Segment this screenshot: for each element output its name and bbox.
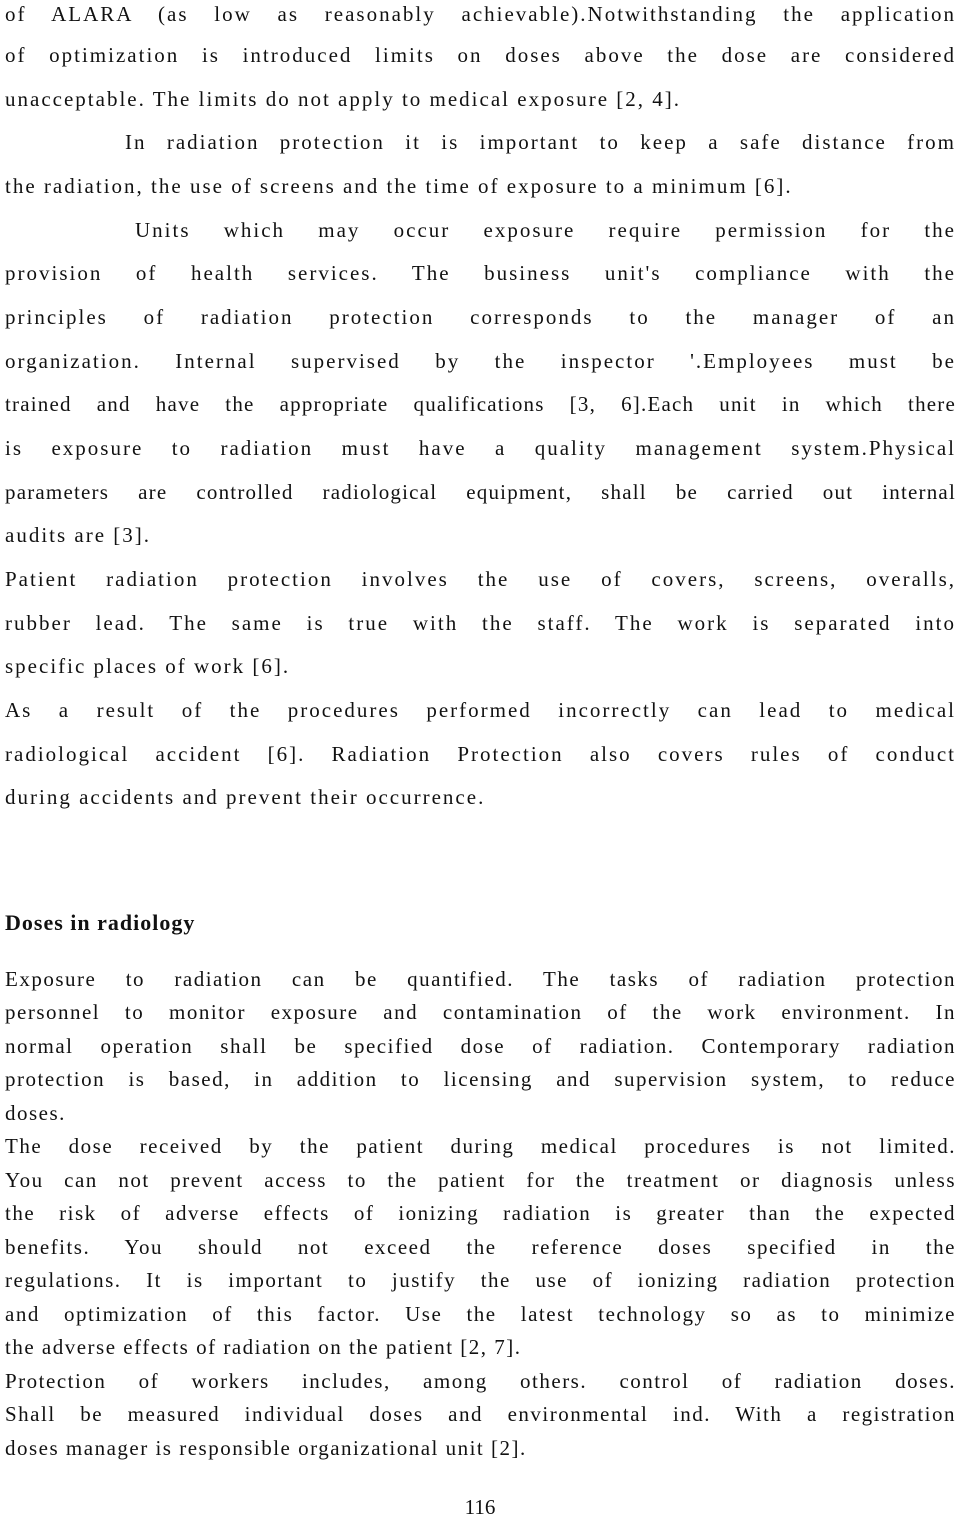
- text-line: In radiation protection it is important to keep a safe distance from: [125, 130, 956, 154]
- text-line: Shall be measured individual doses and environmental ind. With a registration: [5, 1402, 956, 1426]
- text-line: You can not prevent access to the patient for the treatment or diagnosis unless: [5, 1168, 956, 1192]
- section-heading: Doses in radiology: [5, 910, 196, 935]
- text-line: audits are [3].: [5, 523, 152, 547]
- text-line: the risk of adverse effects of ionizing radiation is greater than the expected: [5, 1201, 956, 1225]
- text-line: radiological accident [6]. Radiation Protection also covers rules of conduct: [5, 742, 956, 766]
- text-line: rubber lead. The same is true with the staff. The work is separated into: [5, 611, 956, 635]
- text-line: protection is based, in addition to licensing and supervision system, to reduce: [5, 1067, 956, 1091]
- text-line: is exposure to radiation must have a quality management system.Physical: [5, 436, 956, 460]
- text-line: Patient radiation protection involves the use of covers, screens, overalls,: [5, 567, 956, 591]
- text-line: trained and have the appropriate qualifications [3, 6].Each unit in which there: [5, 392, 956, 416]
- text-line: personnel to monitor exposure and contamination of the work environment. In: [5, 1000, 956, 1024]
- text-line: Protection of workers includes, among others. control of radiation doses.: [5, 1369, 956, 1393]
- text-line: organization. Internal supervised by the inspector '.Employees must be: [5, 349, 956, 373]
- text-line: regulations. It is important to justify the use of ionizing radiation protection: [5, 1268, 956, 1292]
- text-line: doses.: [5, 1101, 66, 1125]
- page-number: 116: [464, 1495, 496, 1519]
- text-line: As a result of the procedures performed incorrectly can lead to medical: [5, 698, 956, 722]
- text-line: provision of health services. The business unit's compliance with the: [5, 261, 956, 285]
- text-line: of optimization is introduced limits on doses above the dose are considered: [5, 43, 956, 67]
- text-line: doses manager is responsible organizational unit [2].: [5, 1436, 527, 1460]
- text-line: the radiation, the use of screens and the time of exposure to a minimum [6].: [5, 174, 793, 198]
- text-line: of ALARA (as low as reasonably achievable).Notwithstanding the application: [5, 2, 956, 26]
- text-line: during accidents and prevent their occurrence.: [5, 785, 486, 809]
- text-line: Units which may occur exposure require permission for the: [135, 218, 956, 242]
- text-line: benefits. You should not exceed the reference doses specified in the: [5, 1235, 956, 1259]
- text-line: and optimization of this factor. Use the latest technology so as to minimize: [5, 1302, 956, 1326]
- text-line: principles of radiation protection corresponds to the manager of an: [5, 305, 956, 329]
- text-line: specific places of work [6].: [5, 654, 291, 678]
- text-line: the adverse effects of radiation on the patient [2, 7].: [5, 1335, 522, 1359]
- text-line: Exposure to radiation can be quantified. The tasks of radiation protection: [5, 967, 956, 991]
- text-line: normal operation shall be specified dose of radiation. Contemporary radiation: [5, 1034, 956, 1058]
- text-line: parameters are controlled radiological equipment, shall be carried out internal: [5, 480, 956, 504]
- text-line: The dose received by the patient during medical procedures is not limited.: [5, 1134, 956, 1158]
- text-line: unacceptable. The limits do not apply to medical exposure [2, 4].: [5, 87, 682, 111]
